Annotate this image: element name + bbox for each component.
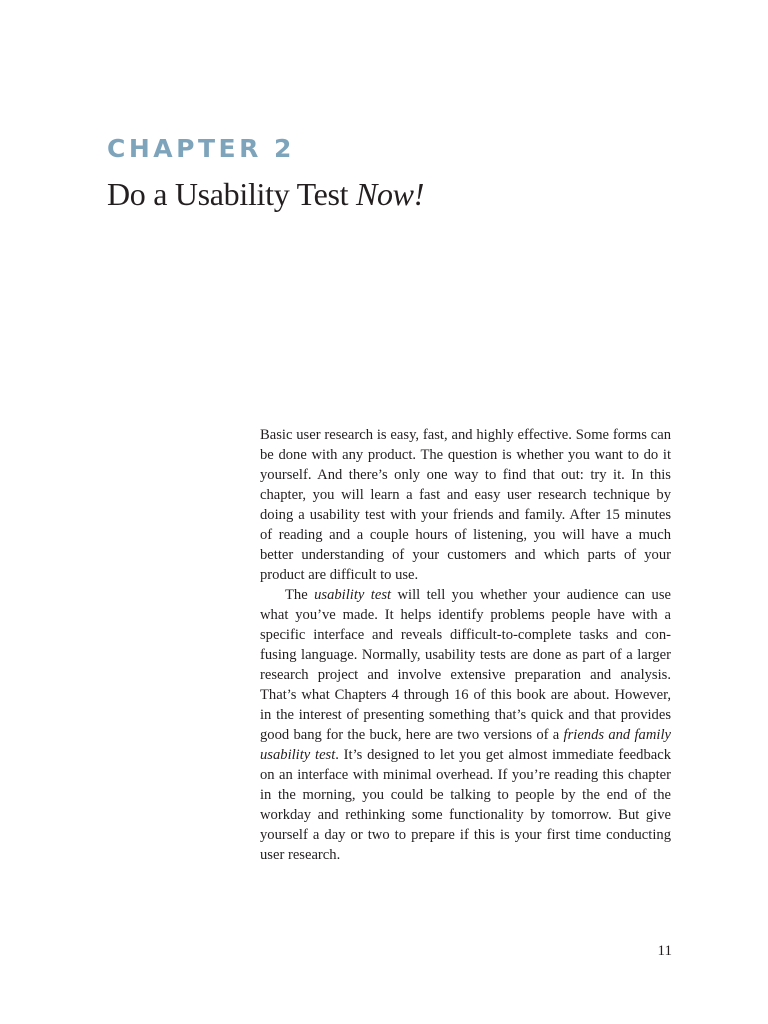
chapter-body <box>260 425 671 865</box>
term-friends-family-test: friends and family usability test <box>260 727 671 763</box>
body-paragraph-1: Basic user research is easy, fast, and highly effective. Some forms can be done with any product. The question is whether you want to do it yourself. And there’s only one way to find that out: try it. In this chapter, you will learn a fast and easy user research technique by doing a usability test with your friends and family. After 15 minutes of reading and a couple hours of listening, you will have a much better understanding of your customers and which parts of your product are difficult to use. <box>260 427 671 583</box>
paragraph-2-text: The <box>285 587 315 603</box>
chapter-title-text: Do a Usability Test <box>107 176 356 212</box>
paragraph-2-text: will tell you whether your audience can use what you’ve made. It helps identify problems people have with a specific interface and reveals difficult-to-complete tasks and confusing language. Normally, usability tests are done as part of a larger research project and involve extensive preparation and analysis. That’s what Chapters 4 through 16 of this book are about. However, in the interest of presenting something that’s quick and that provides good bang for the buck, here are two versions of a <box>260 587 671 743</box>
chapter-title <box>107 174 424 214</box>
term-usability-test: usability test <box>314 587 392 603</box>
chapter-number-label: CHAPTER 2 <box>107 134 295 163</box>
paragraph-2-text: . It’s designed to let you get almost immediate feedback on an interface with minimal overhead. If you’re reading this chapter in the morning, you could be talking to people by the end of the workday and rethinking some functionality by tomorrow. But give yourself a day or two to prepare if this is your first time conducting user research. <box>260 747 671 863</box>
chapter-title-emphasis: Now! <box>355 176 425 212</box>
page-number: 11 <box>657 943 672 959</box>
body-paragraph-2 <box>260 585 671 865</box>
